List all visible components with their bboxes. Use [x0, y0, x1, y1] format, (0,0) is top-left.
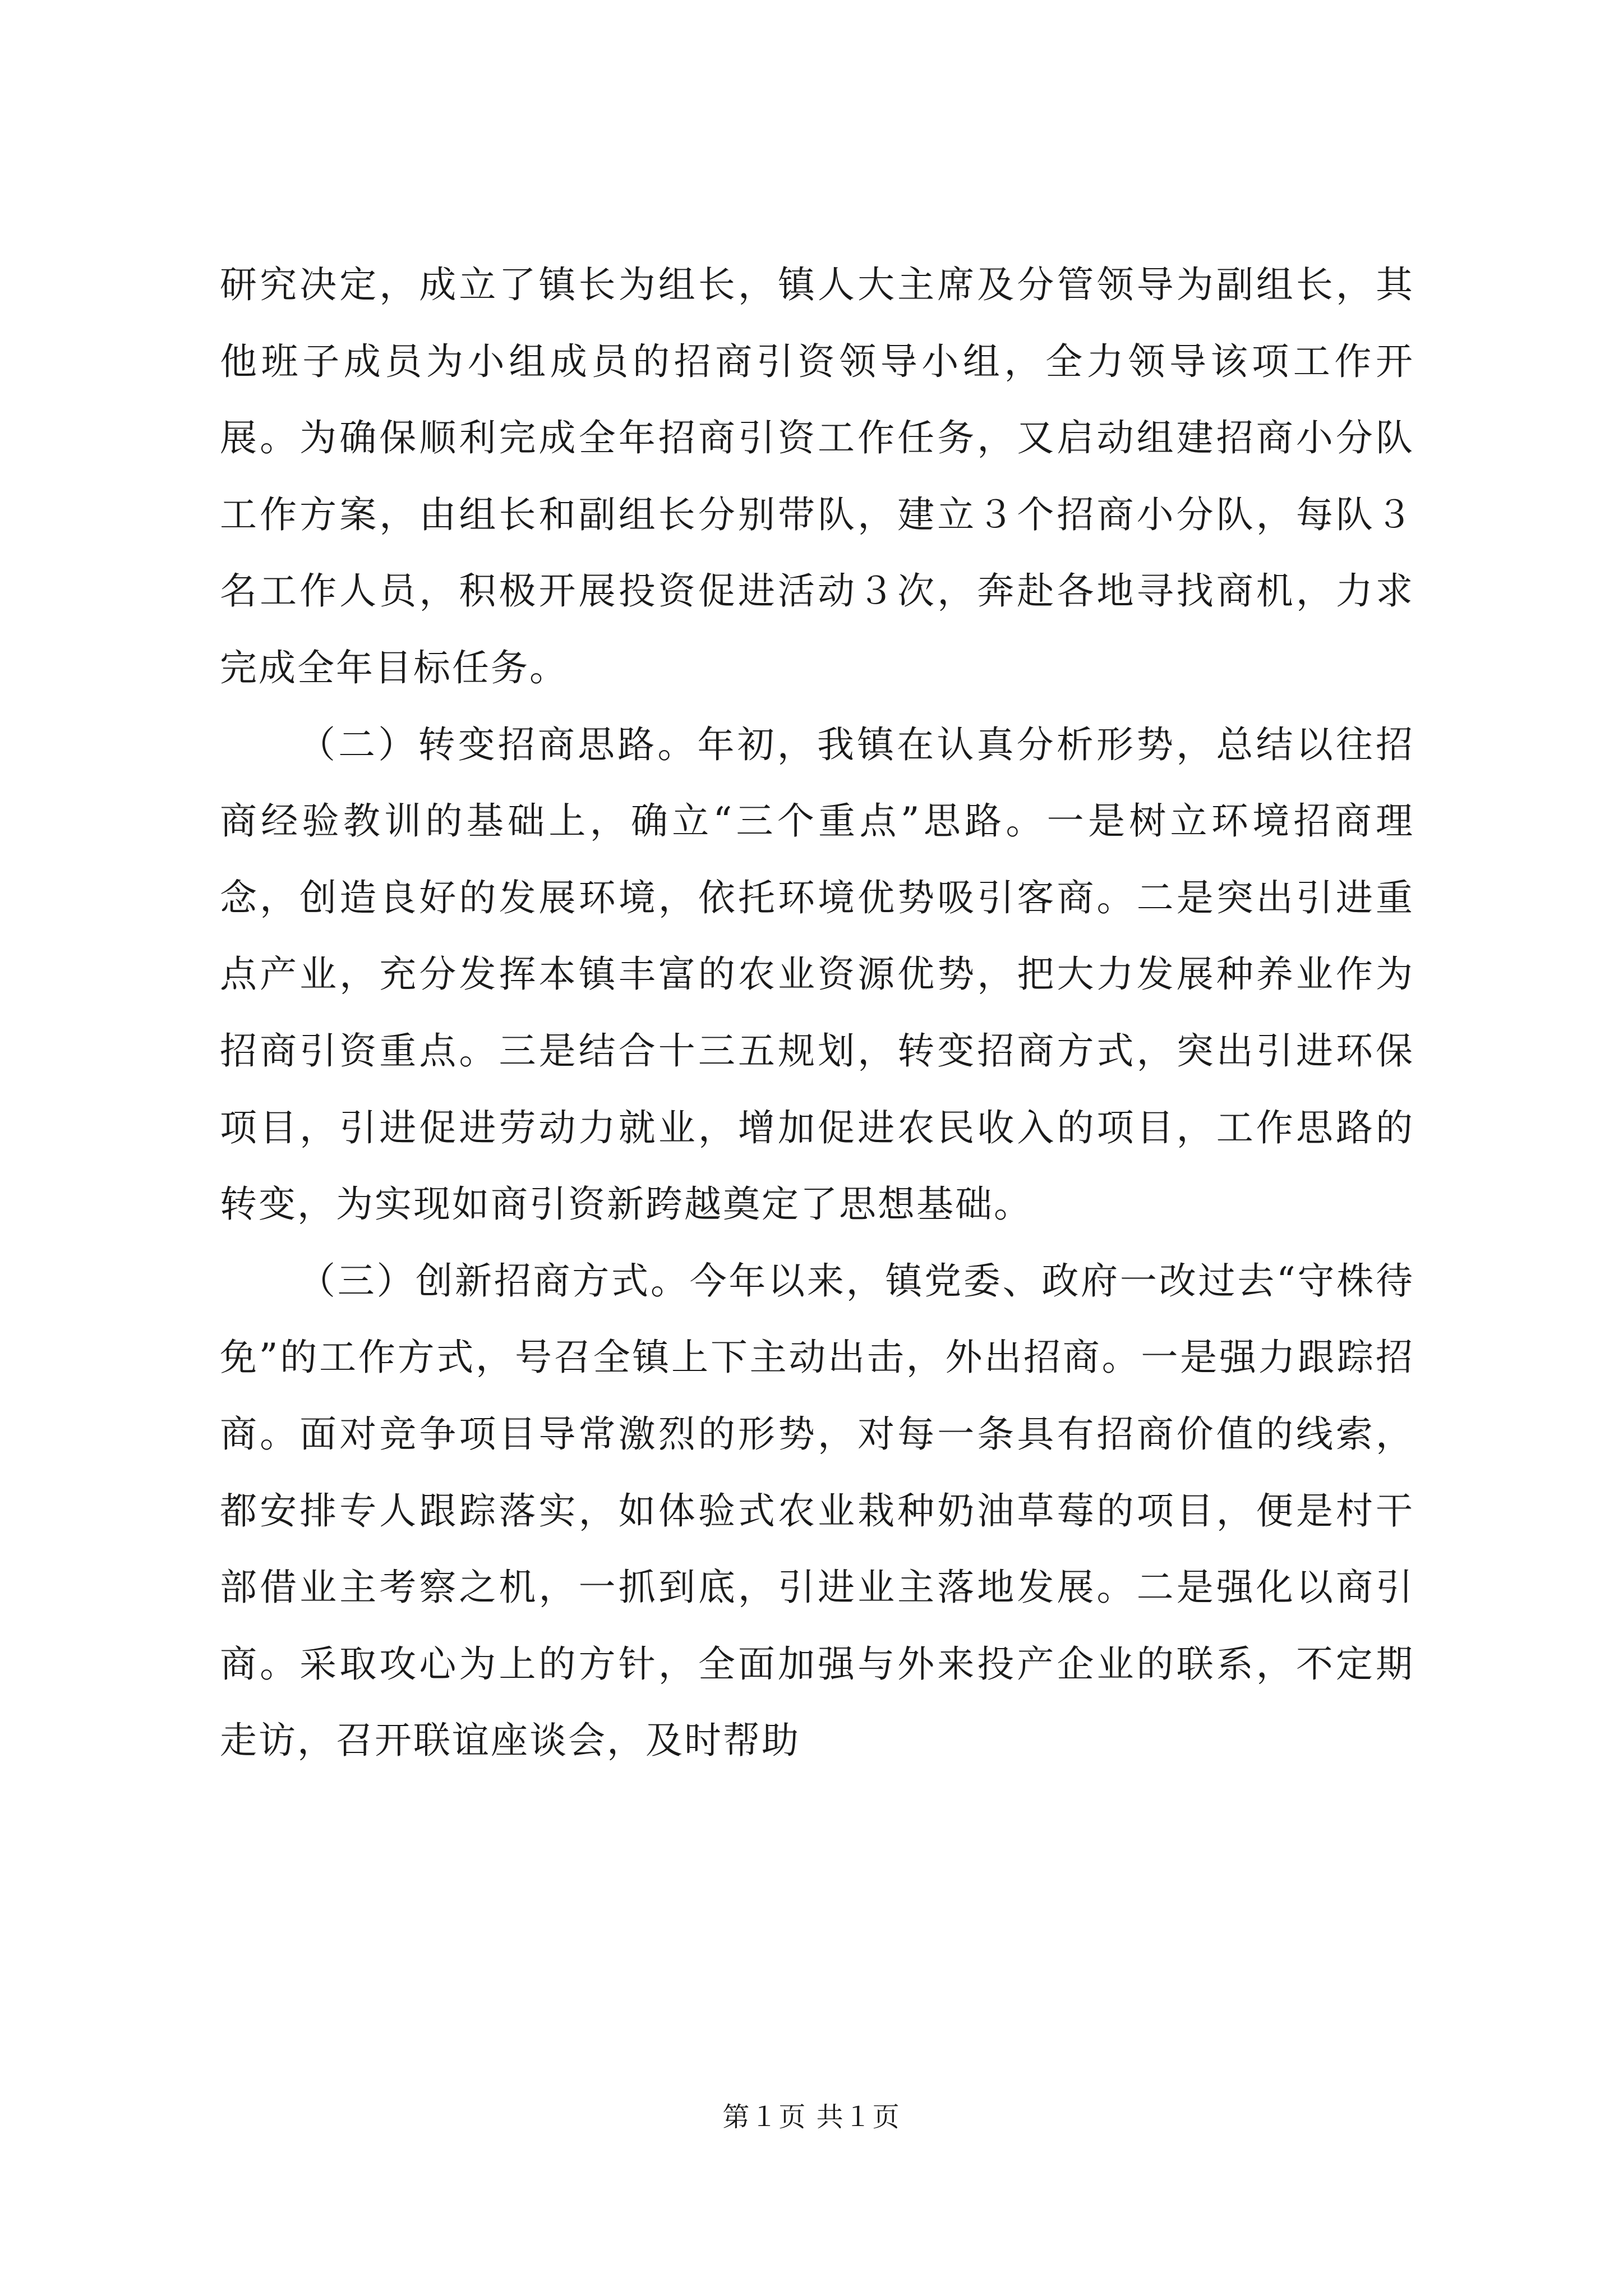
- body-text: [220, 247, 1414, 1779]
- paragraph-3: （三）创新招商方式。今年以来，镇党委、政府一改过去“守株待免”的工作方式，号召全镇上下主动出击，外出招商。一是强力跟踪招商。面对竞争项目导常激烈的形势，对每一条具有招商价值的线索，都安排专人跟踪落实，如体验式农业栽种奶油草莓的项目，便是村干部借业主考察之机，一抓到底，引进业主落地发展。二是强化以商引商。采取攻心为上的方针，全面加强与外来投产企业的联系，不定期走访，召开联谊座谈会，及时帮助: [220, 1259, 1414, 1763]
- page-footer: 第１页 共１页: [722, 2101, 901, 2133]
- paragraph-2: （二）转变招商思路。年初，我镇在认真分析形势，总结以往招商经验教训的基础上，确立“三个重点”思路。一是树立环境招商理念，创造良好的发展环境，依托环境优势吸引客商。二是突出引进重点产业，充分发挥本镇丰富的农业资源优势，把大力发展种养业作为招商引资重点。三是结合十三五规划，转变招商方式，突出引进环保项目，引进促进劳动力就业，增加促进农民收入的项目，工作思路的转变，为实现如商引资新跨越奠定了思想基础。: [220, 723, 1414, 1226]
- paragraph-1: 研究决定，成立了镇长为组长，镇人大主席及分管领导为副组长，其他班子成员为小组成员的招商引资领导小组，全力领导该项工作开展。为确保顺利完成全年招商引资工作任务，又启动组建招商小分队工作方案，由组长和副组长分别带队，建立３个招商小分队，每队３名工作人员，积极开展投资促进活动３次，奔赴各地寻找商机，力求完成全年目标任务。: [220, 263, 1414, 689]
